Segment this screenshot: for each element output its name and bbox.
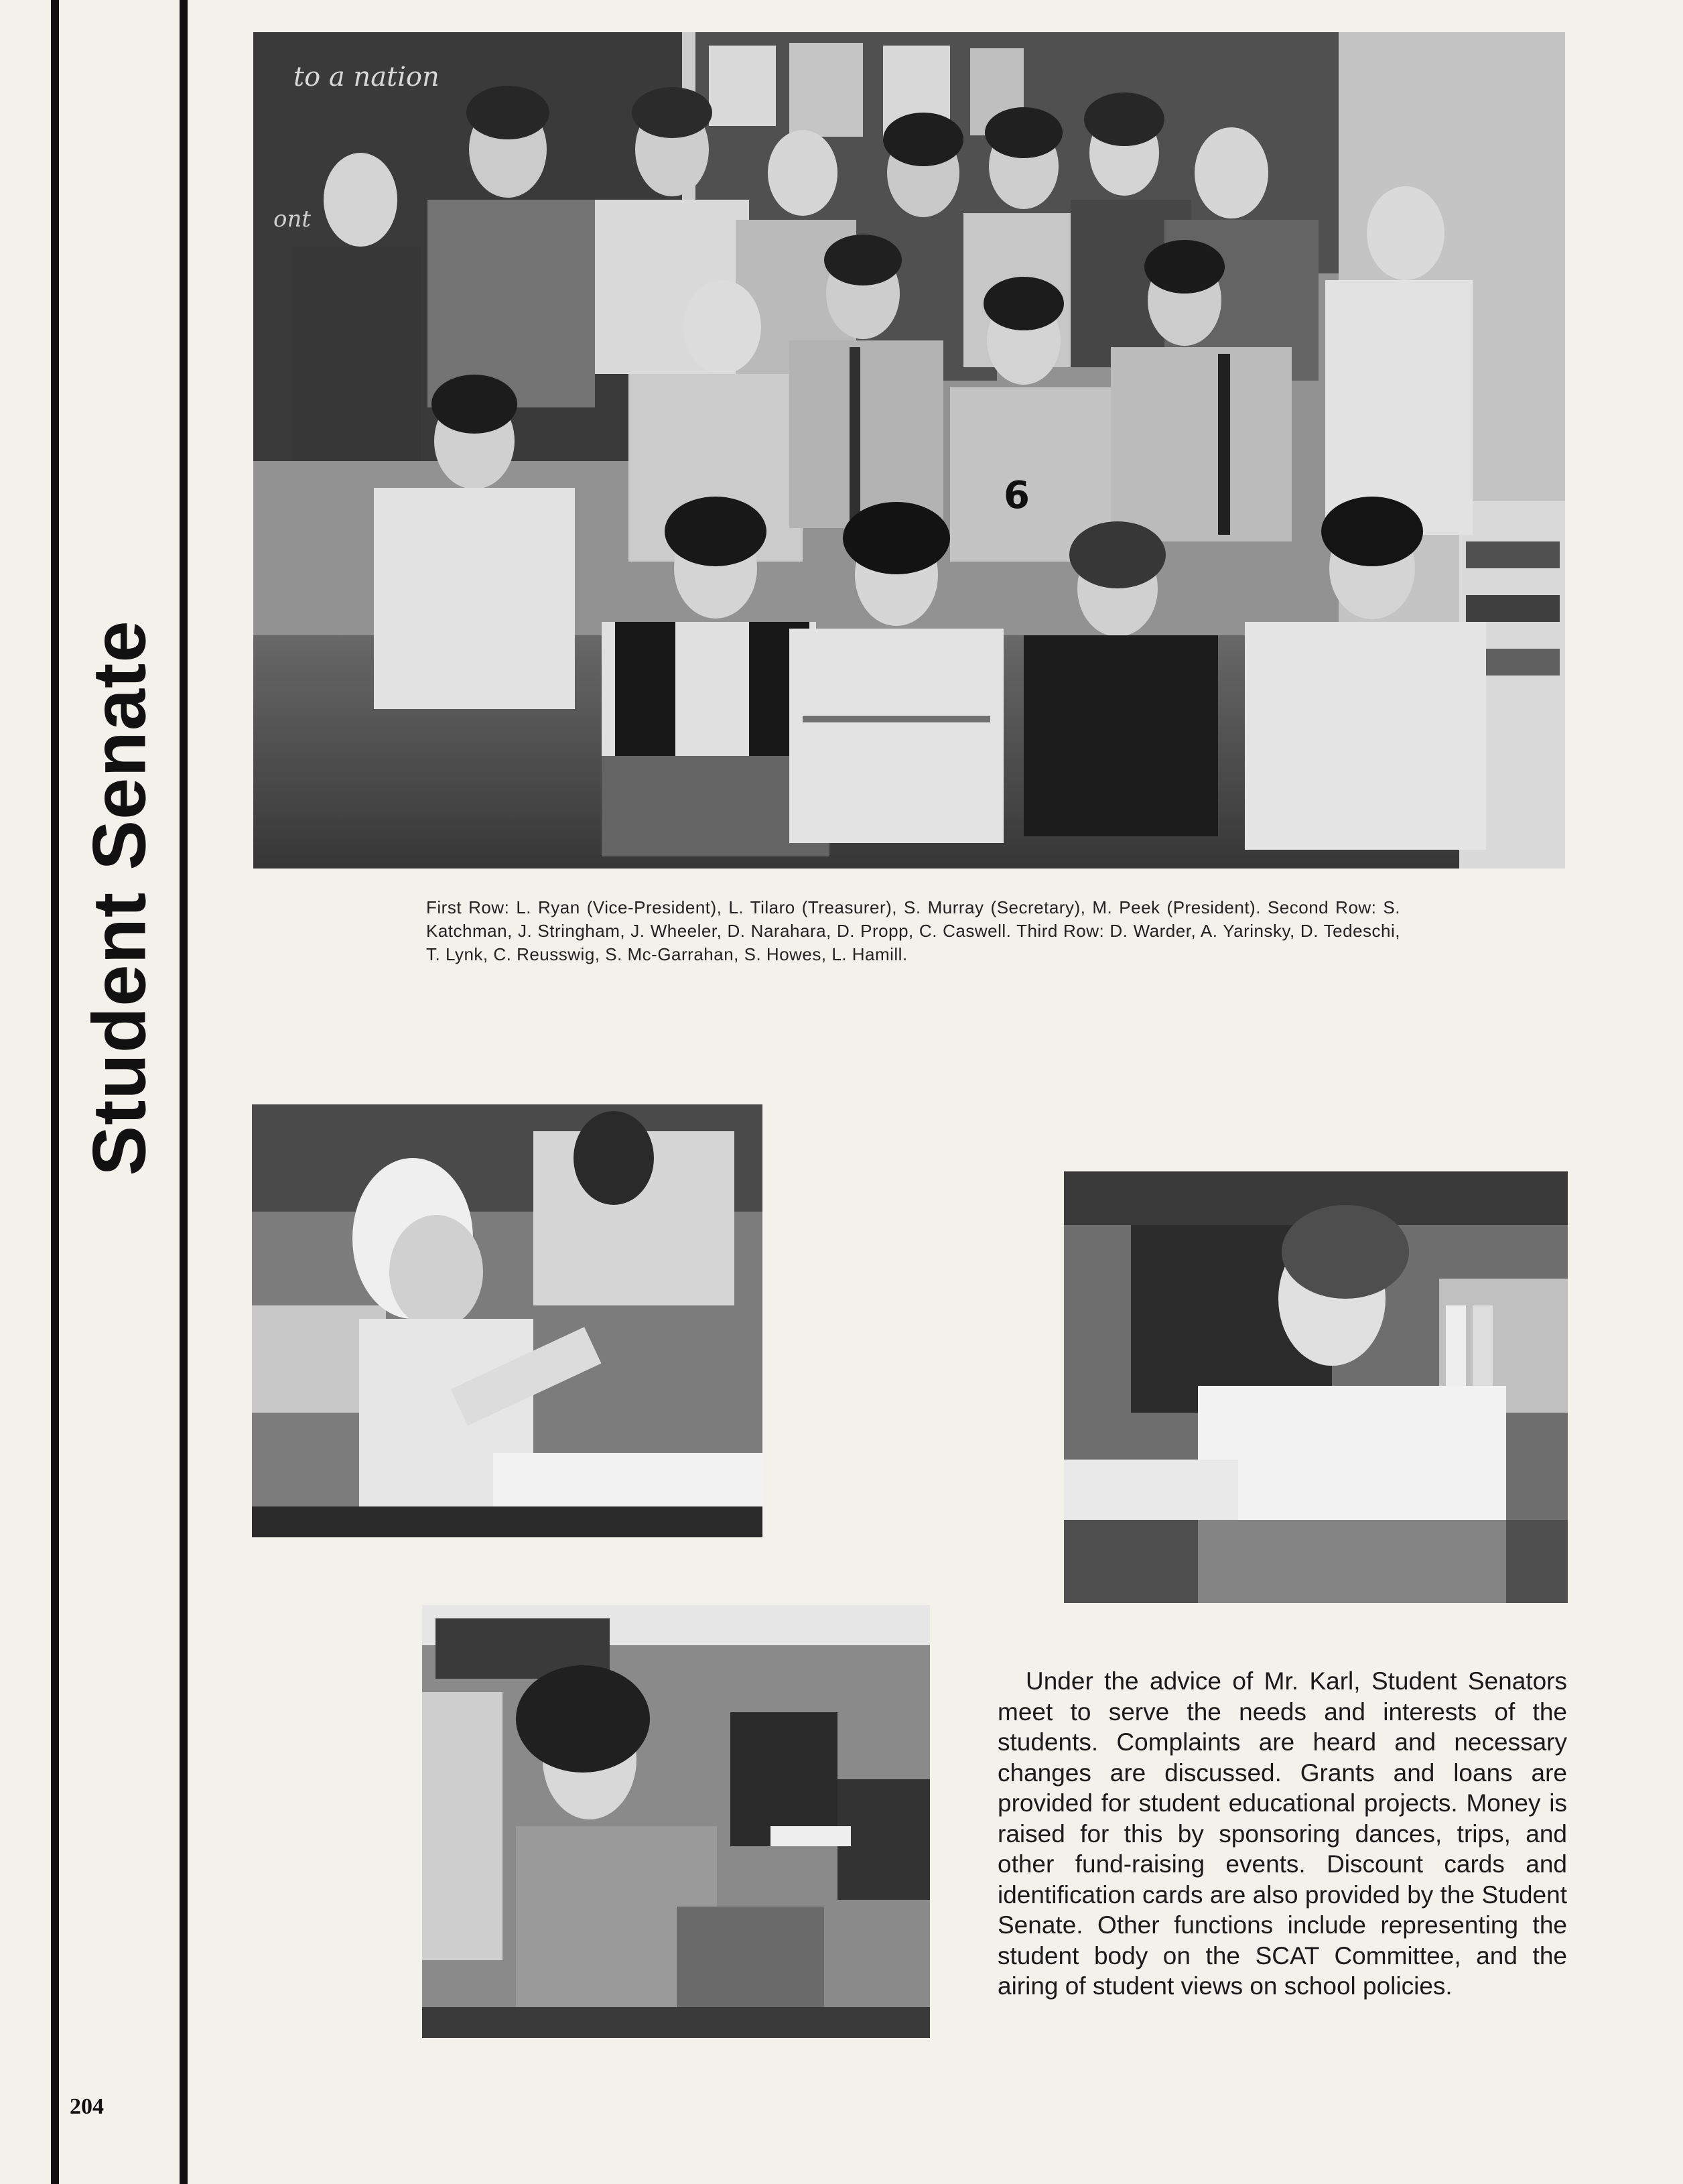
page-number: 204 <box>70 2094 104 2119</box>
jersey-number: 6 <box>1004 474 1030 517</box>
page-title: Student Senate <box>77 620 161 1176</box>
candid-photo-student-listening <box>1064 1171 1568 1603</box>
candid-photo-student-at-desk <box>252 1104 762 1537</box>
senate-description <box>998 1666 1567 2002</box>
senate-description-text: Under the advice of Mr. Karl, Student Senators meet to serve the needs and interests of the students. Complaints are heard and necessary changes are discussed. Grants and loans are provided for student educational projects. Money is raised for this by sponsoring dances, trips, and other fund-raising events. Discount cards and identification cards are also provided by the Student Senate. Other functions include representing the student body on the SCAT Committee, and the airing of student views on school policies. <box>998 1667 1567 2000</box>
svg-text:ont: ont <box>273 206 312 233</box>
group-photo <box>253 32 1565 869</box>
group-photo-caption: First Row: L. Ryan (Vice-President), L. Tilaro (Treasurer), S. Murray (Secretary), M. Peek (President). Second Row: S. Katchman, J. Stringham, J. Wheeler, D. Narahara, D. Propp, C. Caswell. Third Row: D. Warder, A. Yarinsky, D. Tedeschi, T. Lynk, C. Reusswig, S. Mc-Garrahan, S. Howes, L. Hamill. <box>426 897 1400 964</box>
candid-photo-student-with-bag <box>422 1605 930 2038</box>
title-column-rule <box>180 0 188 2184</box>
chalkboard-text: to a nation <box>293 62 440 92</box>
left-margin-rule <box>51 0 59 2184</box>
